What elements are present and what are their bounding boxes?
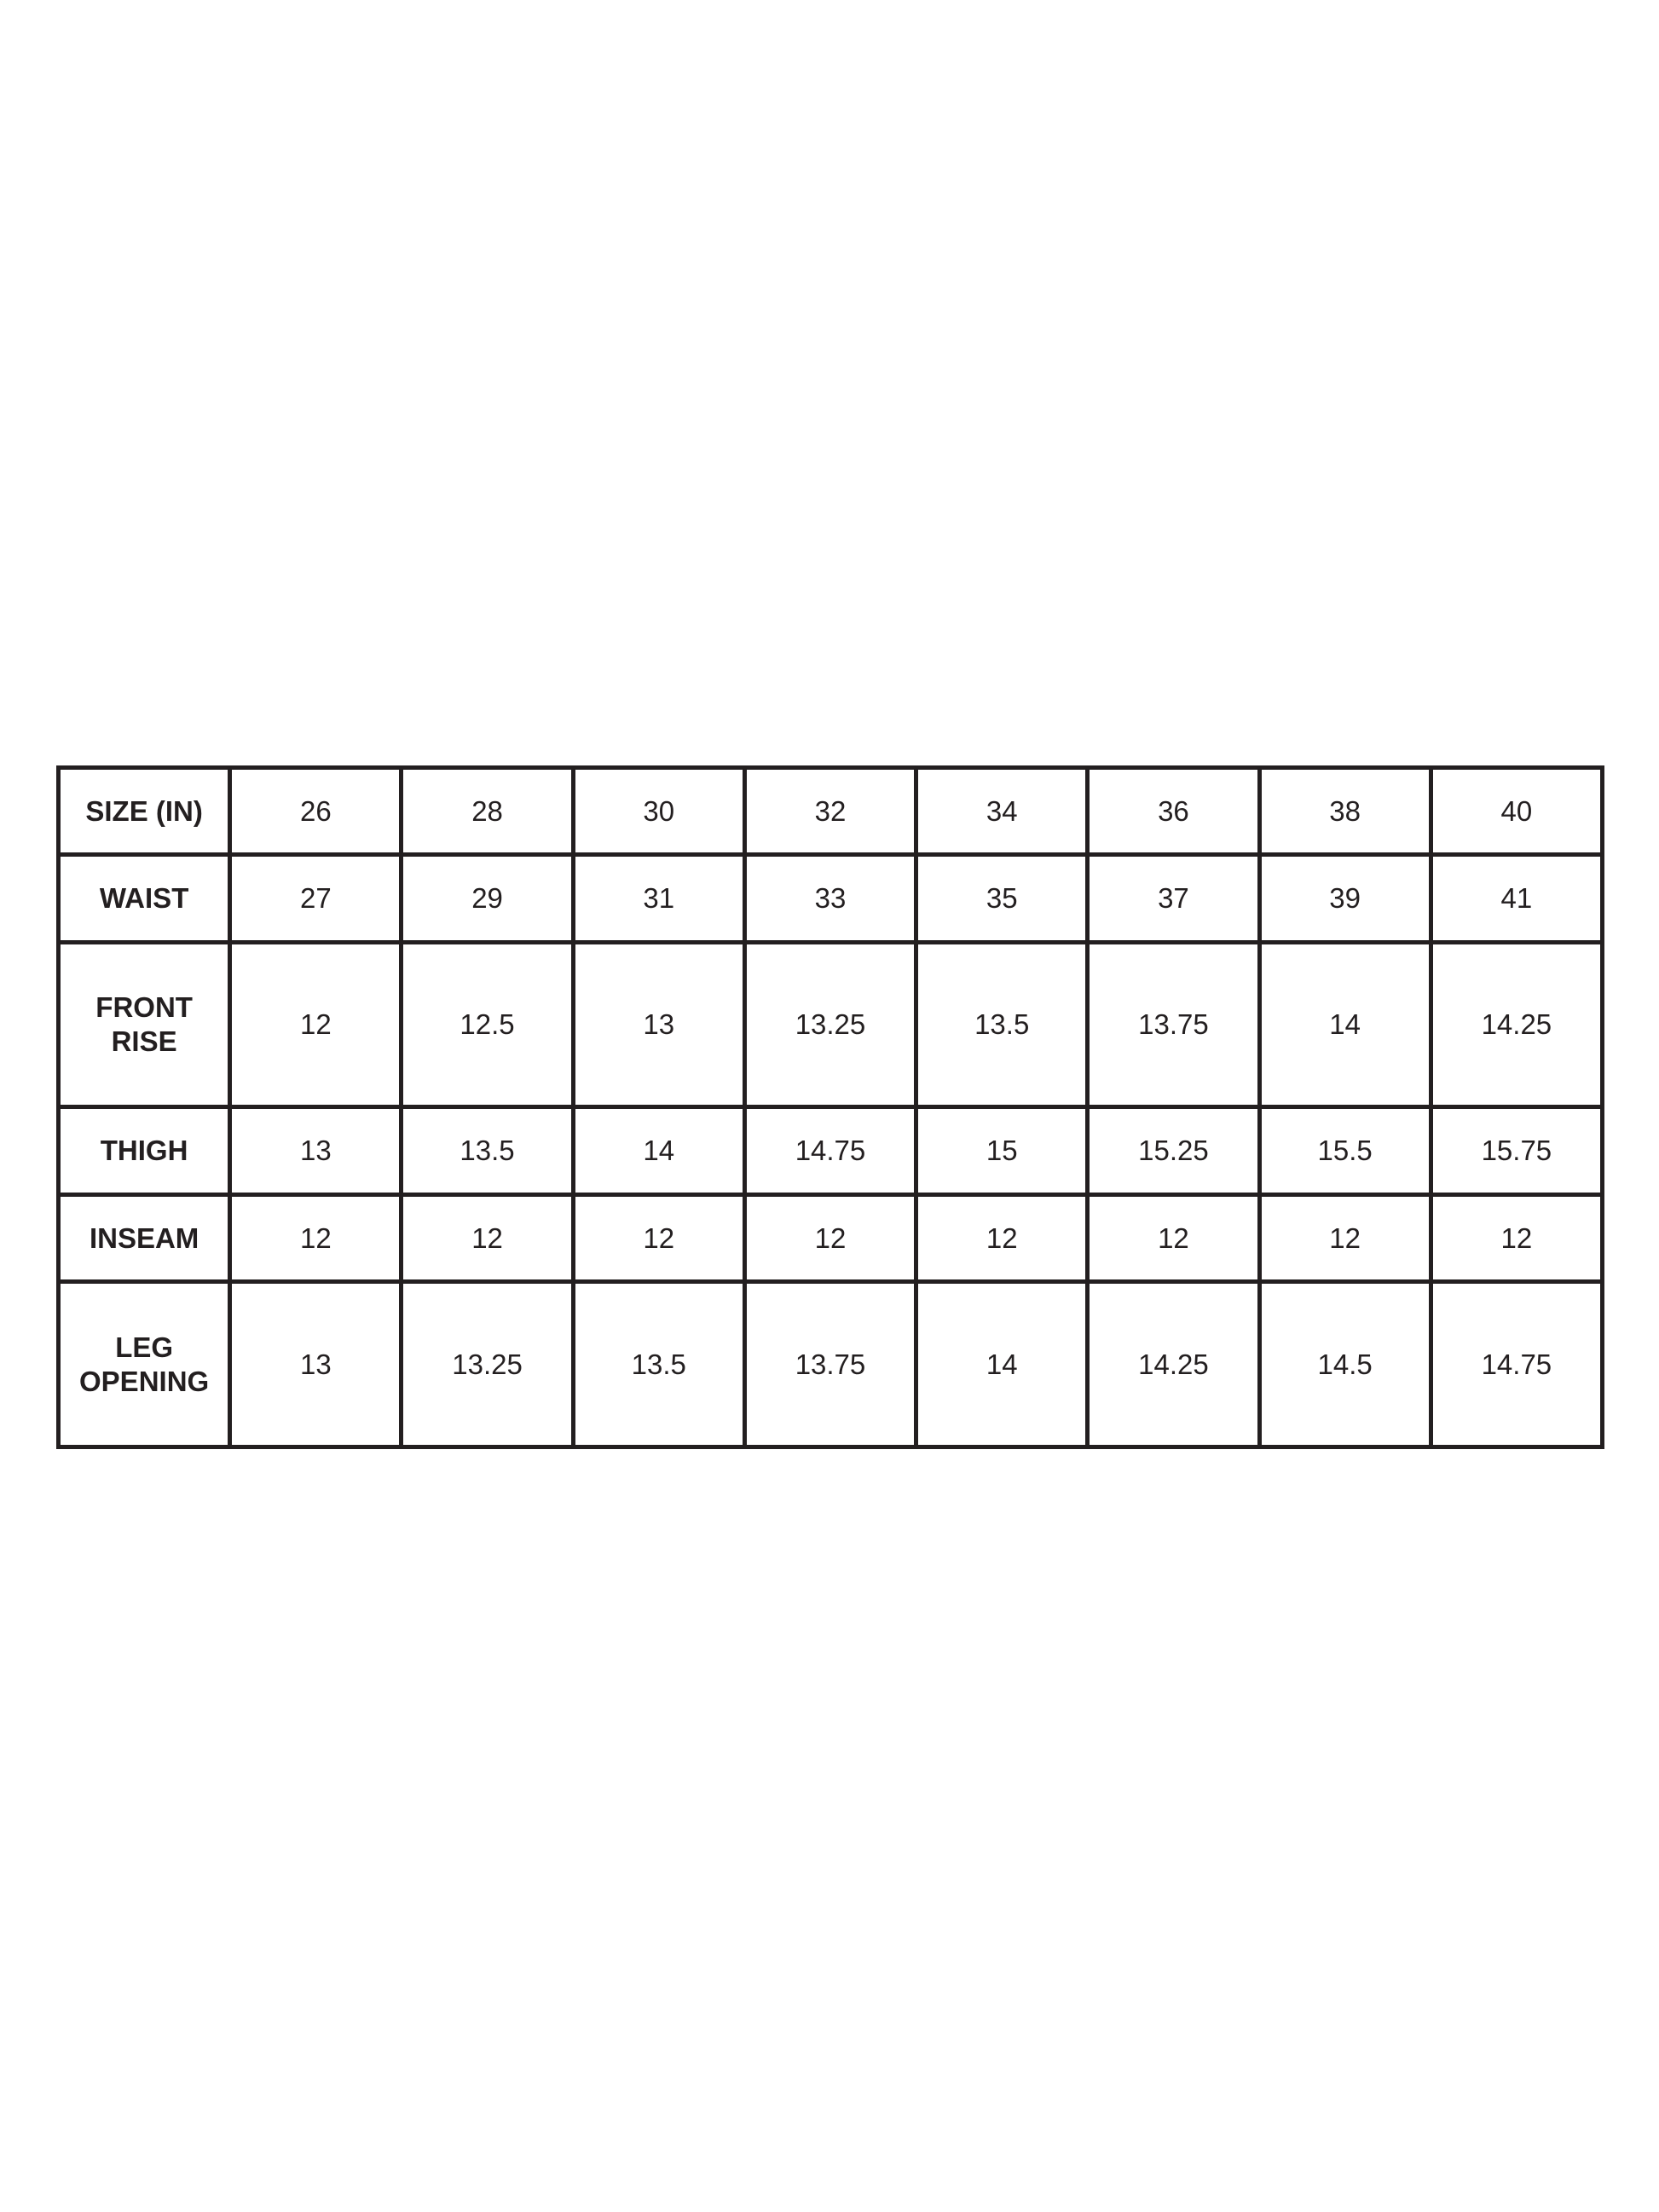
table-cell: 15.25 [1088,1107,1259,1194]
table-cell: 12 [916,1194,1088,1281]
table-cell: 13.5 [402,1107,573,1194]
table-cell: 13 [573,942,744,1107]
table-cell: 14.5 [1259,1282,1431,1447]
table-cell: 15.5 [1259,1107,1431,1194]
row-leg-opening [59,1282,1603,1447]
table-cell: 12 [230,942,402,1107]
table-cell: 14 [916,1282,1088,1447]
table-cell: 35 [916,855,1088,942]
row-label: WAIST [59,855,230,942]
table-cell: 13.75 [744,1282,916,1447]
row-label: SIZE (IN) [59,768,230,855]
table-cell: 14.25 [1431,942,1602,1107]
table-cell: 14 [1259,942,1431,1107]
size-chart-table [56,765,1604,1449]
table-cell: 14.75 [744,1107,916,1194]
table-cell: 38 [1259,768,1431,855]
table-cell: 15.75 [1431,1107,1602,1194]
table-cell: 31 [573,855,744,942]
table-cell: 13.5 [916,942,1088,1107]
table-cell: 27 [230,855,402,942]
row-label: INSEAM [59,1194,230,1281]
table-cell: 12 [402,1194,573,1281]
table-cell: 33 [744,855,916,942]
table-cell: 12 [1431,1194,1602,1281]
row-label: THIGH [59,1107,230,1194]
table-cell: 30 [573,768,744,855]
table-cell: 14.25 [1088,1282,1259,1447]
table-cell: 26 [230,768,402,855]
table-cell: 37 [1088,855,1259,942]
table-cell: 12 [1088,1194,1259,1281]
table-cell: 13.25 [402,1282,573,1447]
table-cell: 13 [230,1282,402,1447]
size-chart-body [59,768,1603,1447]
table-cell: 13.75 [1088,942,1259,1107]
table-cell: 12.5 [402,942,573,1107]
table-cell: 41 [1431,855,1602,942]
row-inseam [59,1194,1603,1281]
row-label: LEG OPENING [59,1282,230,1447]
row-waist [59,855,1603,942]
table-cell: 12 [744,1194,916,1281]
table-cell: 15 [916,1107,1088,1194]
table-cell: 32 [744,768,916,855]
row-front-rise [59,942,1603,1107]
table-cell: 14.75 [1431,1282,1602,1447]
table-cell: 34 [916,768,1088,855]
row-label: FRONT RISE [59,942,230,1107]
table-cell: 36 [1088,768,1259,855]
row-size [59,768,1603,855]
table-cell: 12 [573,1194,744,1281]
table-cell: 40 [1431,768,1602,855]
table-cell: 14 [573,1107,744,1194]
table-cell: 13.25 [744,942,916,1107]
row-thigh [59,1107,1603,1194]
table-cell: 13.5 [573,1282,744,1447]
table-cell: 39 [1259,855,1431,942]
table-cell: 12 [1259,1194,1431,1281]
table-cell: 12 [230,1194,402,1281]
table-cell: 28 [402,768,573,855]
table-cell: 13 [230,1107,402,1194]
table-cell: 29 [402,855,573,942]
